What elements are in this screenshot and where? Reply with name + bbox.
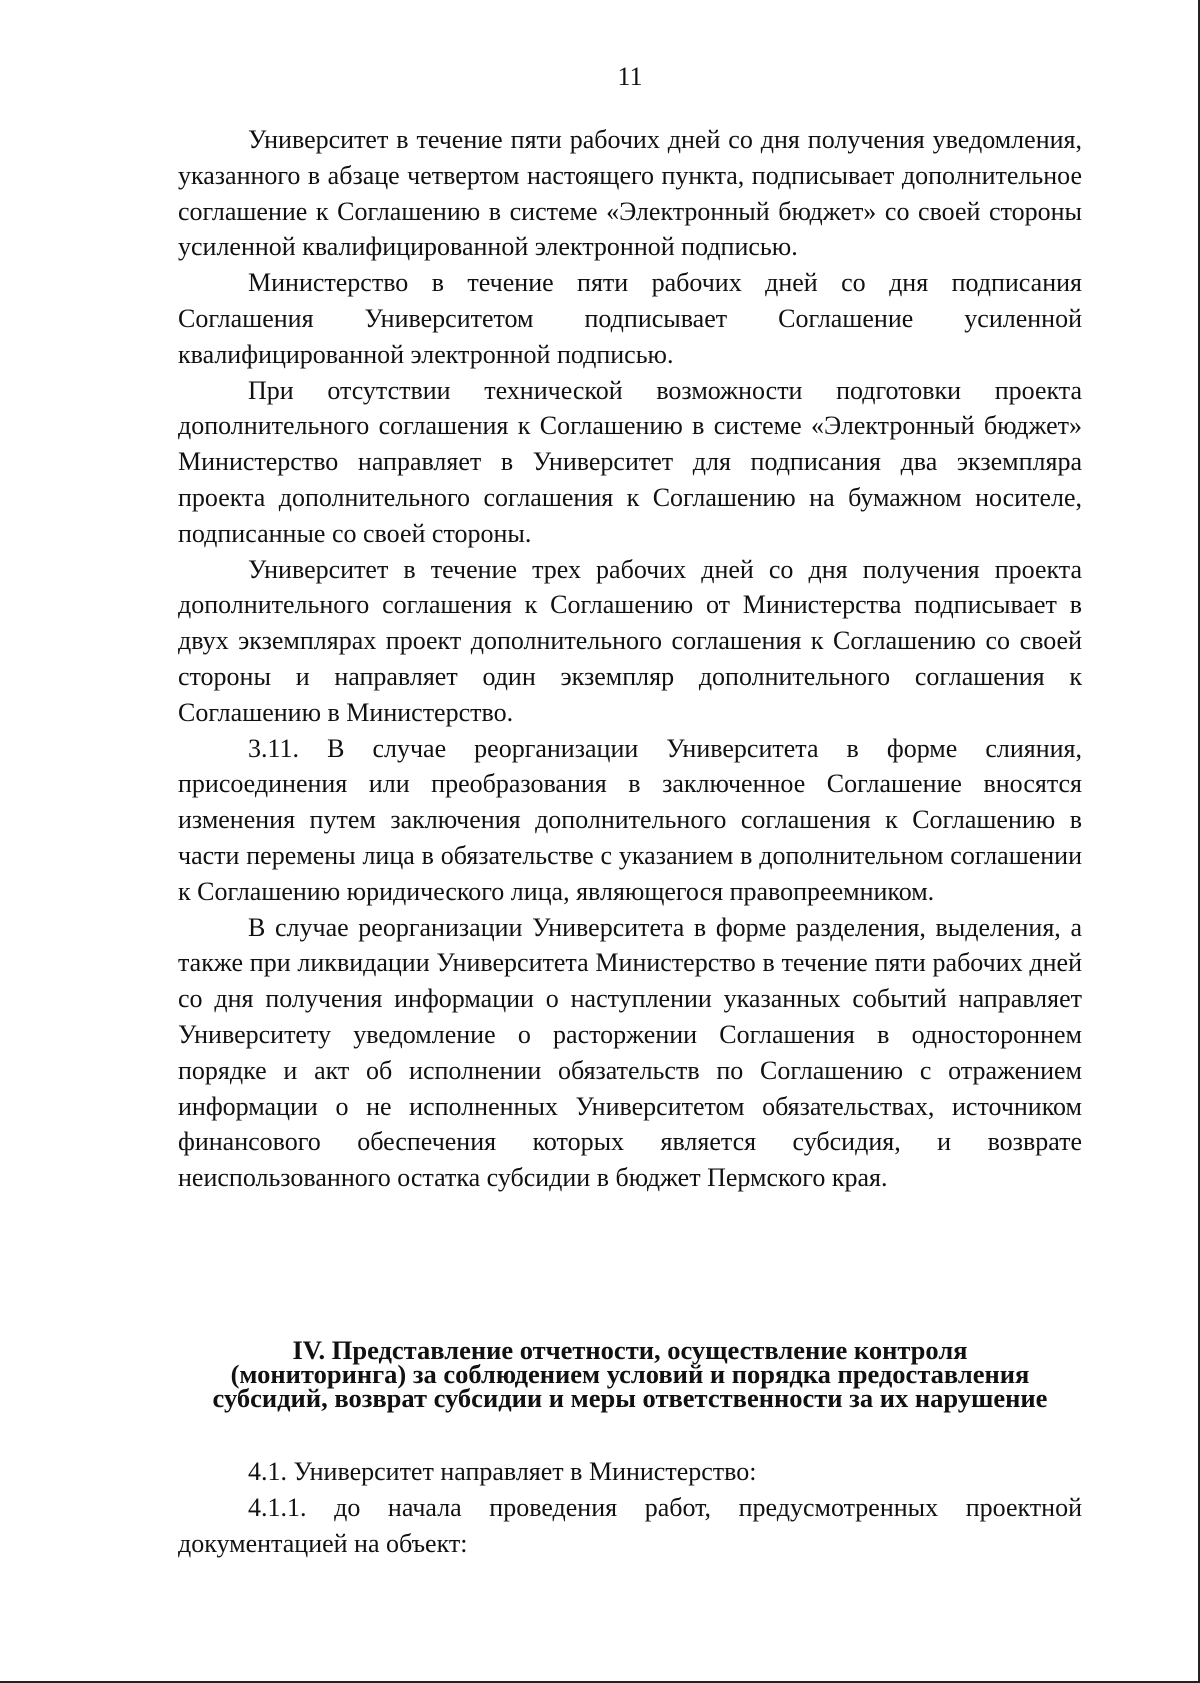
paragraph: В случае реорганизации Университета в форме разделения, выделения, а также при ликвидации Университета Министерство в течение пяти рабочих дней со дня получения информации о наступлении указанных событий направляет Университету уведомление о расторжении Соглашения в одностороннем порядке и акт об исполнении обязательств по Соглашению с отражением информации о не исполненных Университетом обязательствах, источником финансового обеспечения которых является субсидия, и возврате неиспользованного остатка субсидии в бюджет Пермского края. — [178, 912, 1082, 1193]
section-heading-line: IV. Представление отчетности, осуществление контроля — [292, 1335, 968, 1365]
paragraph: Университет в течение трех рабочих дней со дня получения проекта дополнительного соглашения к Соглашению от Министерства подписывает в двух экземплярах проект дополнительного соглашения к Соглашению со своей стороны и направляет один экземпляр дополнительного соглашения к Соглашению в Министерство. — [178, 554, 1082, 727]
section-heading-line: субсидий, возврат субсидии и меры ответственности за их нарушение — [212, 1383, 1048, 1413]
body-text-bottom — [178, 1454, 1082, 1561]
section-heading-line: (мониторинга) за соблюдением условий и порядка предоставления — [230, 1359, 1030, 1389]
body-text-top — [178, 122, 1082, 1196]
paragraph: При отсутствии технической возможности подготовки проекта дополнительного соглашения к Соглашению в системе «Электронный бюджет» Министерство направляет в Университет для подписания два экземпляра проекта дополнительного соглашения к Соглашению на бумажном носителе, подписанные со своей стороны. — [178, 375, 1082, 548]
paragraph: Университет в течение пяти рабочих дней со дня получения уведомления, указанного в абзаце четвертом настоящего пункта, подписывает дополнительное соглашение к Соглашению в системе «Электронный бюджет» со своей стороны усиленной квалифицированной электронной подписью. — [178, 125, 1082, 262]
page-number: 11 — [617, 62, 643, 91]
paragraph: Министерство в течение пяти рабочих дней со дня подписания Соглашения Университетом подписывает Соглашение усиленной квалифицированной электронной подписью. — [178, 268, 1082, 369]
paragraph-3-11: 3.11. В случае реорганизации Университета в форме слияния, присоединения или преобразования в заключенное Соглашение вносятся изменения путем заключения дополнительного соглашения к Соглашению в части перемены лица в обязательстве с указанием в дополнительном соглашении к Соглашению юридического лица, являющегося правопреемником. — [178, 733, 1082, 906]
paragraph-4-1: 4.1. Университет направляет в Министерство: — [248, 1457, 757, 1486]
paragraph-4-1-1: 4.1.1. до начала проведения работ, предусмотренных проектной документацией на объект: — [178, 1492, 1082, 1558]
section-heading — [178, 1335, 1082, 1413]
